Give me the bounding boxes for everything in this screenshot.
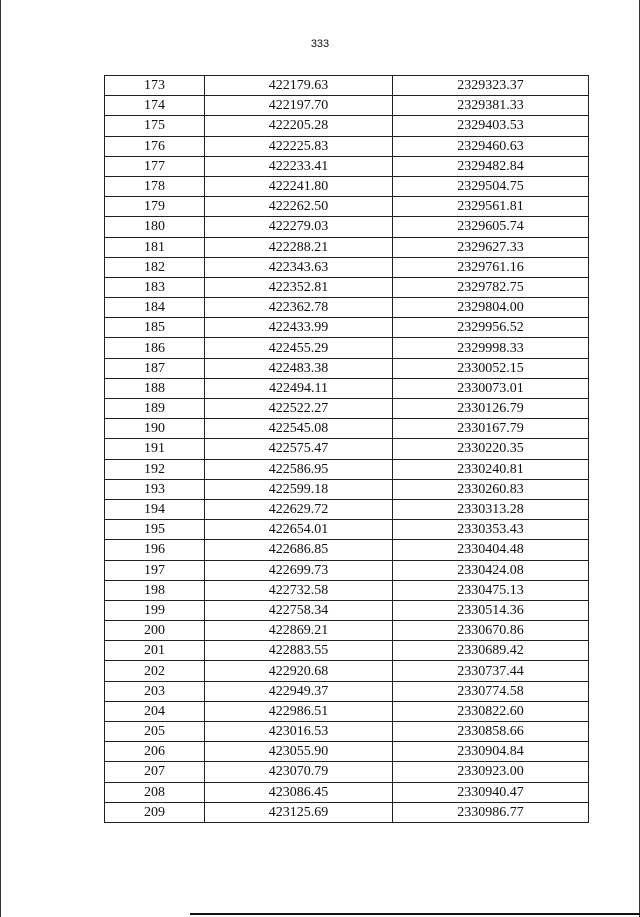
table-row [105, 156, 589, 176]
y-coordinate-cell: 2330986.77 [393, 802, 589, 822]
x-coordinate-cell: 423070.79 [205, 762, 393, 782]
table-row [105, 399, 589, 419]
x-coordinate-cell: 422343.63 [205, 257, 393, 277]
x-coordinate-cell: 422494.11 [205, 378, 393, 398]
y-coordinate-cell: 2330940.47 [393, 782, 589, 802]
x-coordinate-cell: 422575.47 [205, 439, 393, 459]
y-coordinate-cell: 2330774.58 [393, 681, 589, 701]
point-number-cell: 191 [105, 439, 205, 459]
table-row [105, 722, 589, 742]
y-coordinate-cell: 2329323.37 [393, 76, 589, 96]
y-coordinate-cell: 2329627.33 [393, 237, 589, 257]
x-coordinate-cell: 422233.41 [205, 156, 393, 176]
y-coordinate-cell: 2330670.86 [393, 621, 589, 641]
point-number-cell: 193 [105, 479, 205, 499]
y-coordinate-cell: 2329381.33 [393, 96, 589, 116]
table-row [105, 762, 589, 782]
table-row [105, 459, 589, 479]
table-row [105, 540, 589, 560]
point-number-cell: 181 [105, 237, 205, 257]
x-coordinate-cell: 422225.83 [205, 136, 393, 156]
y-coordinate-cell: 2330073.01 [393, 378, 589, 398]
point-number-cell: 177 [105, 156, 205, 176]
point-number-cell: 208 [105, 782, 205, 802]
x-coordinate-cell: 422483.38 [205, 358, 393, 378]
y-coordinate-cell: 2330240.81 [393, 459, 589, 479]
y-coordinate-cell: 2330353.43 [393, 520, 589, 540]
x-coordinate-cell: 422949.37 [205, 681, 393, 701]
x-coordinate-cell: 422455.29 [205, 338, 393, 358]
y-coordinate-cell: 2329605.74 [393, 217, 589, 237]
x-coordinate-cell: 422241.80 [205, 176, 393, 196]
x-coordinate-cell: 422197.70 [205, 96, 393, 116]
table-row [105, 621, 589, 641]
point-number-cell: 178 [105, 176, 205, 196]
point-number-cell: 189 [105, 399, 205, 419]
point-number-cell: 186 [105, 338, 205, 358]
x-coordinate-cell: 422869.21 [205, 621, 393, 641]
x-coordinate-cell: 422654.01 [205, 520, 393, 540]
y-coordinate-cell: 2330126.79 [393, 399, 589, 419]
point-number-cell: 173 [105, 76, 205, 96]
y-coordinate-cell: 2329504.75 [393, 176, 589, 196]
table-row [105, 136, 589, 156]
y-coordinate-cell: 2329782.75 [393, 277, 589, 297]
x-coordinate-cell: 422920.68 [205, 661, 393, 681]
point-number-cell: 188 [105, 378, 205, 398]
y-coordinate-cell: 2329482.84 [393, 156, 589, 176]
table-row [105, 237, 589, 257]
point-number-cell: 203 [105, 681, 205, 701]
point-number-cell: 182 [105, 257, 205, 277]
point-number-cell: 176 [105, 136, 205, 156]
point-number-cell: 209 [105, 802, 205, 822]
point-number-cell: 200 [105, 621, 205, 641]
table-row [105, 96, 589, 116]
point-number-cell: 175 [105, 116, 205, 136]
table-row [105, 439, 589, 459]
table-row [105, 76, 589, 96]
x-coordinate-cell: 422545.08 [205, 419, 393, 439]
table-row [105, 277, 589, 297]
table-row [105, 641, 589, 661]
point-number-cell: 185 [105, 318, 205, 338]
x-coordinate-cell: 422362.78 [205, 298, 393, 318]
y-coordinate-cell: 2330167.79 [393, 419, 589, 439]
table-row [105, 560, 589, 580]
x-coordinate-cell: 422433.99 [205, 318, 393, 338]
point-number-cell: 195 [105, 520, 205, 540]
point-number-cell: 198 [105, 580, 205, 600]
y-coordinate-cell: 2329998.33 [393, 338, 589, 358]
y-coordinate-cell: 2330737.44 [393, 661, 589, 681]
y-coordinate-cell: 2330052.15 [393, 358, 589, 378]
point-number-cell: 183 [105, 277, 205, 297]
y-coordinate-cell: 2330822.60 [393, 701, 589, 721]
y-coordinate-cell: 2330404.48 [393, 540, 589, 560]
y-coordinate-cell: 2329956.52 [393, 318, 589, 338]
point-number-cell: 207 [105, 762, 205, 782]
point-number-cell: 196 [105, 540, 205, 560]
x-coordinate-cell: 422599.18 [205, 479, 393, 499]
x-coordinate-cell: 422686.85 [205, 540, 393, 560]
table-row [105, 520, 589, 540]
y-coordinate-cell: 2329403.53 [393, 116, 589, 136]
x-coordinate-cell: 422262.50 [205, 197, 393, 217]
y-coordinate-cell: 2330514.36 [393, 600, 589, 620]
point-number-cell: 190 [105, 419, 205, 439]
point-number-cell: 204 [105, 701, 205, 721]
point-number-cell: 197 [105, 560, 205, 580]
point-number-cell: 205 [105, 722, 205, 742]
table-row [105, 419, 589, 439]
x-coordinate-cell: 422883.55 [205, 641, 393, 661]
y-coordinate-cell: 2330923.00 [393, 762, 589, 782]
x-coordinate-cell: 422522.27 [205, 399, 393, 419]
page-number: 333 [310, 38, 330, 50]
x-coordinate-cell: 422205.28 [205, 116, 393, 136]
table-row [105, 742, 589, 762]
table-row [105, 681, 589, 701]
y-coordinate-cell: 2330424.08 [393, 560, 589, 580]
point-number-cell: 180 [105, 217, 205, 237]
x-coordinate-cell: 422758.34 [205, 600, 393, 620]
table-row [105, 358, 589, 378]
point-number-cell: 202 [105, 661, 205, 681]
y-coordinate-cell: 2330689.42 [393, 641, 589, 661]
x-coordinate-cell: 422699.73 [205, 560, 393, 580]
point-number-cell: 184 [105, 298, 205, 318]
point-number-cell: 206 [105, 742, 205, 762]
y-coordinate-cell: 2330904.84 [393, 742, 589, 762]
table-row [105, 580, 589, 600]
table-row [105, 116, 589, 136]
x-coordinate-cell: 422986.51 [205, 701, 393, 721]
table-row [105, 257, 589, 277]
table-row [105, 217, 589, 237]
y-coordinate-cell: 2330313.28 [393, 499, 589, 519]
table-row [105, 318, 589, 338]
x-coordinate-cell: 423086.45 [205, 782, 393, 802]
point-number-cell: 174 [105, 96, 205, 116]
coordinates-table [104, 75, 589, 823]
x-coordinate-cell: 422179.63 [205, 76, 393, 96]
point-number-cell: 201 [105, 641, 205, 661]
table-row [105, 298, 589, 318]
x-coordinate-cell: 422586.95 [205, 459, 393, 479]
table-row [105, 197, 589, 217]
table-row [105, 378, 589, 398]
x-coordinate-cell: 422288.21 [205, 237, 393, 257]
table-row [105, 338, 589, 358]
table-row [105, 600, 589, 620]
y-coordinate-cell: 2329561.81 [393, 197, 589, 217]
point-number-cell: 192 [105, 459, 205, 479]
table-row [105, 479, 589, 499]
y-coordinate-cell: 2330260.83 [393, 479, 589, 499]
x-coordinate-cell: 423016.53 [205, 722, 393, 742]
x-coordinate-cell: 422352.81 [205, 277, 393, 297]
point-number-cell: 199 [105, 600, 205, 620]
y-coordinate-cell: 2329460.63 [393, 136, 589, 156]
scan-left-edge [0, 0, 1, 917]
x-coordinate-cell: 422279.03 [205, 217, 393, 237]
scan-bottom-edge [190, 913, 640, 915]
coordinates-table-body [105, 76, 589, 823]
y-coordinate-cell: 2330858.66 [393, 722, 589, 742]
table-row [105, 499, 589, 519]
table-row [105, 661, 589, 681]
table-row [105, 176, 589, 196]
table-row [105, 782, 589, 802]
y-coordinate-cell: 2329804.00 [393, 298, 589, 318]
x-coordinate-cell: 422732.58 [205, 580, 393, 600]
y-coordinate-cell: 2330220.35 [393, 439, 589, 459]
y-coordinate-cell: 2329761.16 [393, 257, 589, 277]
table-row [105, 802, 589, 822]
table-row [105, 701, 589, 721]
point-number-cell: 194 [105, 499, 205, 519]
point-number-cell: 187 [105, 358, 205, 378]
y-coordinate-cell: 2330475.13 [393, 580, 589, 600]
x-coordinate-cell: 422629.72 [205, 499, 393, 519]
x-coordinate-cell: 423055.90 [205, 742, 393, 762]
point-number-cell: 179 [105, 197, 205, 217]
x-coordinate-cell: 423125.69 [205, 802, 393, 822]
